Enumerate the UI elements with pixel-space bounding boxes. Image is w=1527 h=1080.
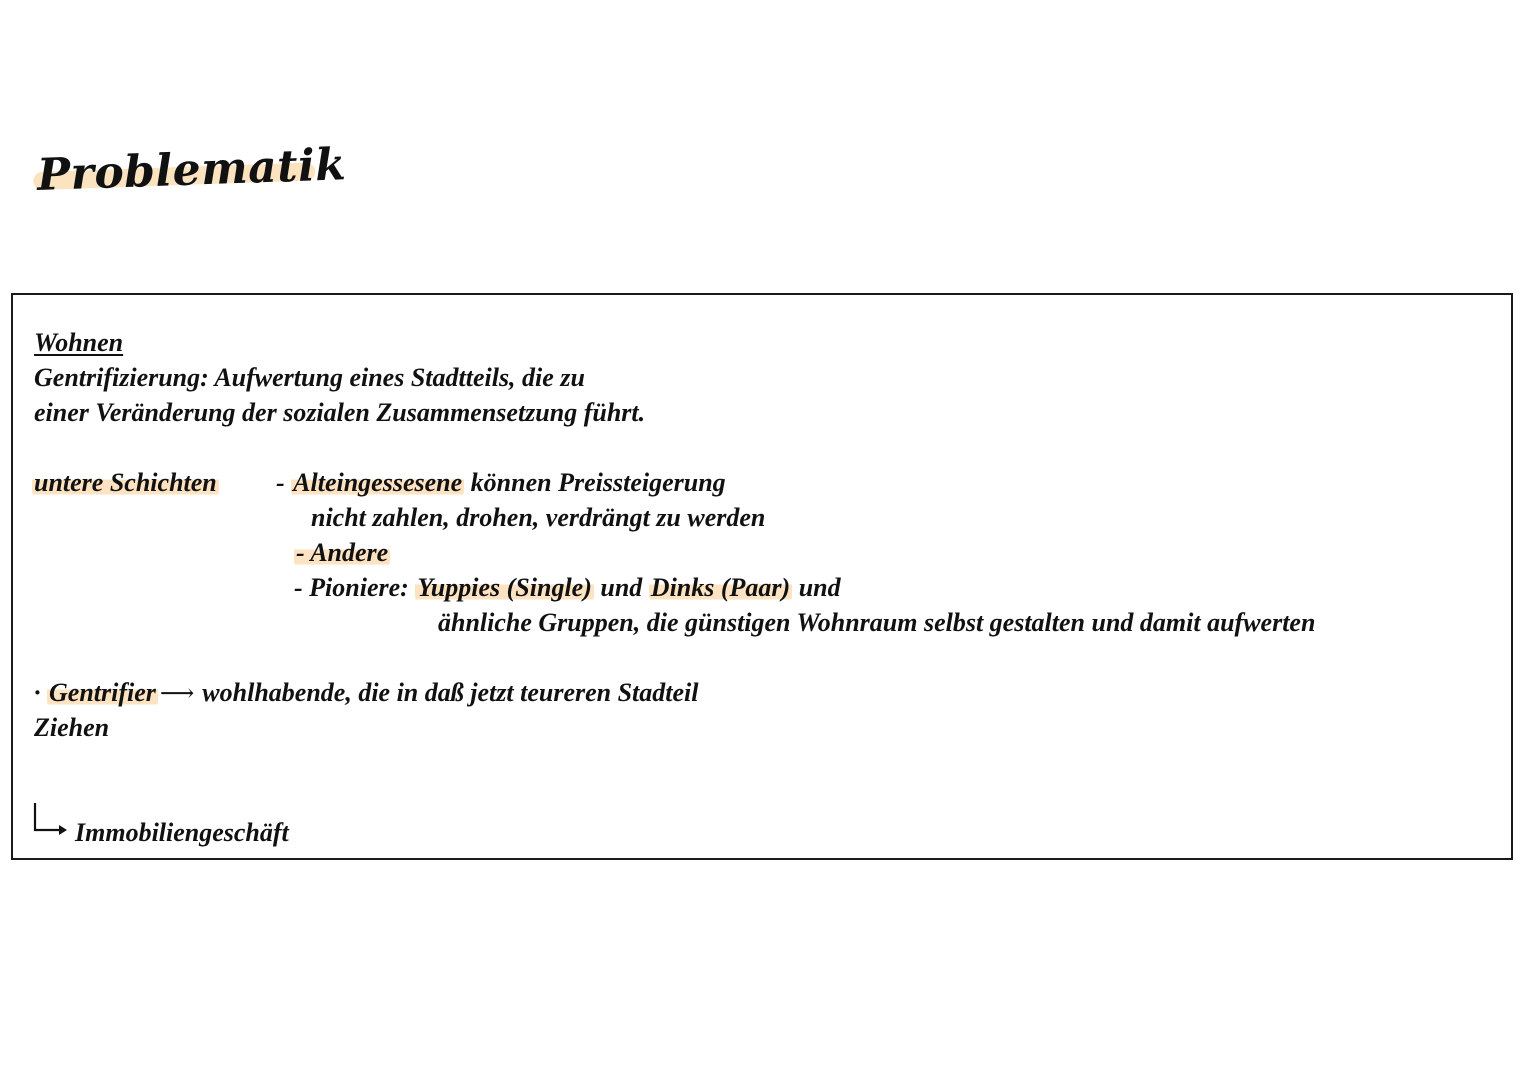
right-arrow-icon: ⟶ bbox=[159, 681, 195, 707]
bullet-andere: - Andere bbox=[296, 538, 389, 567]
corner-arrow-icon bbox=[33, 803, 69, 839]
section-heading: Wohnen bbox=[34, 328, 124, 357]
bullet-pioniere: - Pioniere: Yuppies (Single) und Dinks (Paar) und bbox=[294, 573, 841, 602]
conclusion-text: Immobiliengeschäft bbox=[75, 818, 289, 847]
gentrifier-line-cont: Ziehen bbox=[34, 713, 110, 742]
bullet-alteingesessene-cont: nicht zahlen, drohen, verdrängt zu werden bbox=[311, 503, 766, 532]
definition-line-1: Gentrifizierung: Aufwertung eines Stadtteils, die zu bbox=[34, 363, 585, 392]
gentrifier-line: · Gentrifier ⟶ wohlhabende, die in daß jetzt teureren Stadteil bbox=[34, 678, 699, 707]
page-title: Problematik bbox=[36, 139, 347, 201]
bullet-alteingesessene: - Alteingessesene können Preissteigerung bbox=[276, 468, 726, 497]
bullet-pioniere-cont: ähnliche Gruppen, die günstigen Wohnraum selbst gestalten und damit aufwerten bbox=[438, 608, 1316, 637]
group-label: untere Schichten bbox=[34, 468, 217, 497]
definition-line-2: einer Veränderung der sozialen Zusammensetzung führt. bbox=[34, 398, 646, 427]
